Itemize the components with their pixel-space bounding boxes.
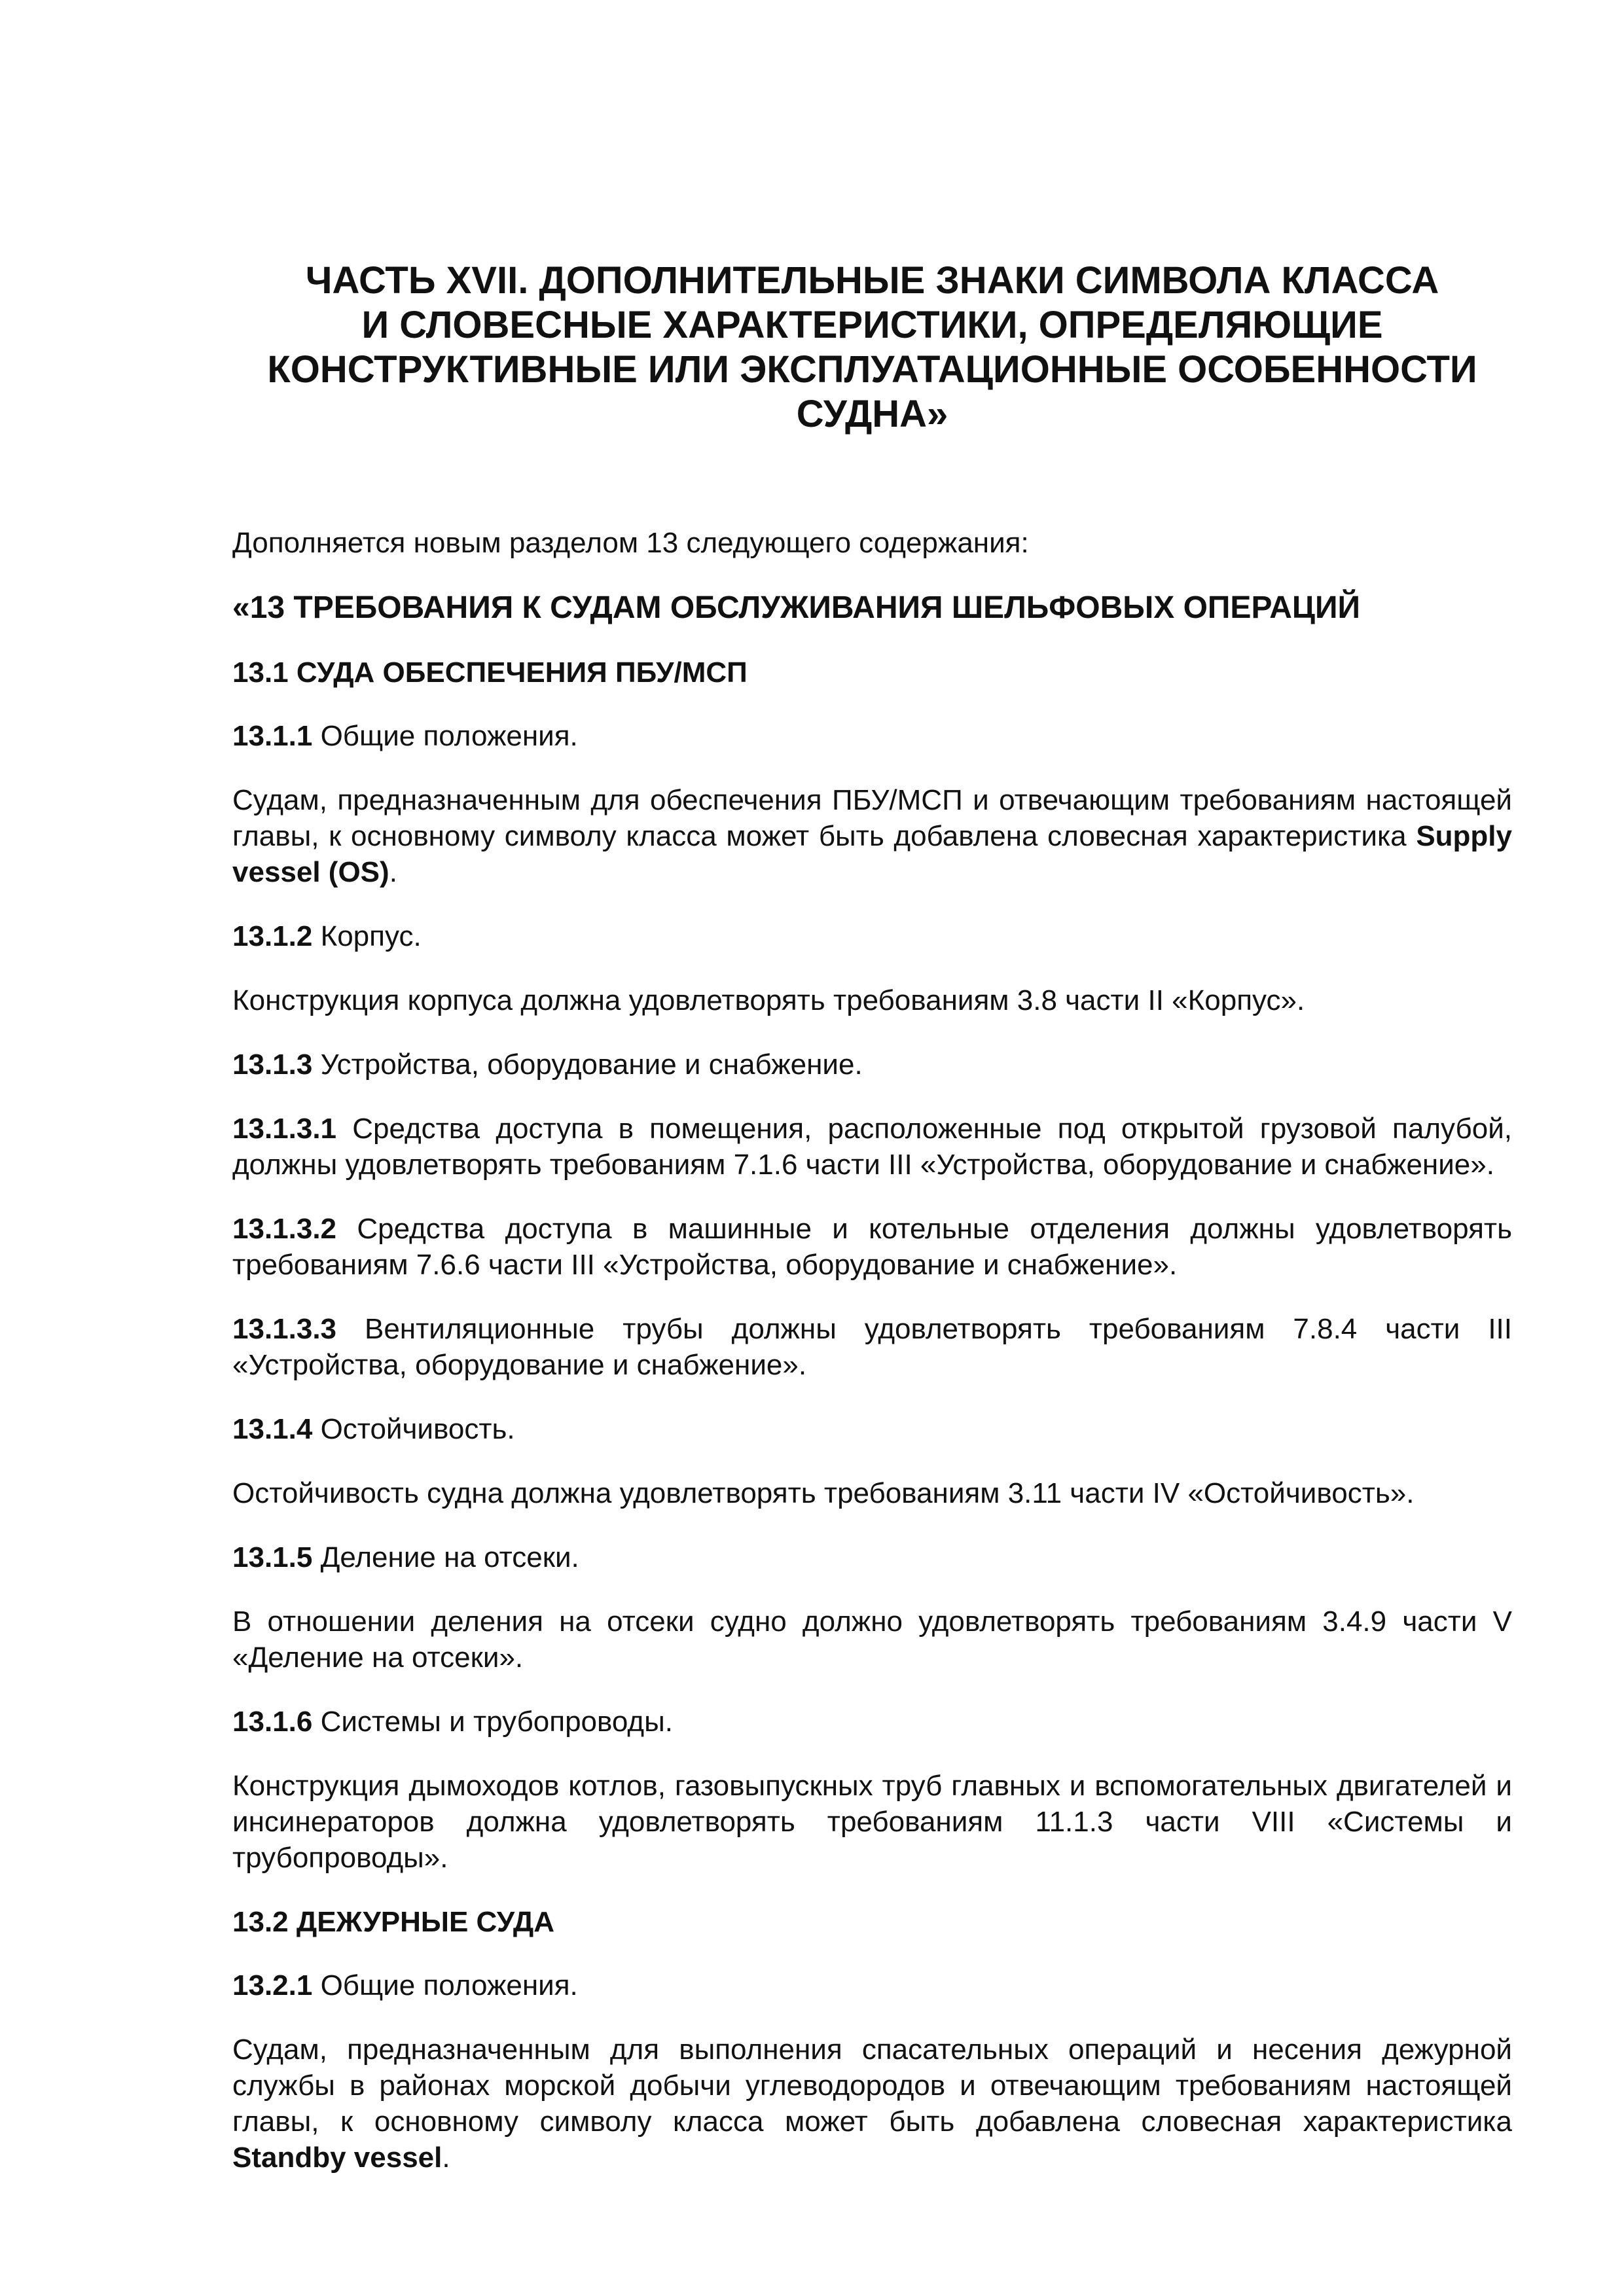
- section-13-heading: «13 ТРЕБОВАНИЯ К СУДАМ ОБСЛУЖИВАНИЯ ШЕЛЬФОВЫХ ОПЕРАЦИЙ: [232, 590, 1360, 625]
- part-title: [232, 259, 1512, 437]
- clause-number: 13.1.3.2: [232, 1213, 337, 1245]
- clause-13-1-3-1: [232, 1111, 1512, 1183]
- clause-number: 13.2.1: [232, 1969, 313, 2001]
- part-title-line-4: СУДНА»: [796, 393, 948, 435]
- part-title-line-1: ЧАСТЬ XVII. ДОПОЛНИТЕЛЬНЫЕ ЗНАКИ СИМВОЛА КЛАССА: [305, 259, 1439, 302]
- clause-number: 13.1.3.1: [232, 1113, 337, 1145]
- clause-title: Устройства, оборудование и снабжение.: [312, 1049, 863, 1081]
- clause-13-1-4-body: Остойчивость судна должна удовлетворять требованиям 3.11 части IV «Остойчивость».: [232, 1477, 1415, 1509]
- clause-title: Общие положения.: [312, 1969, 578, 2001]
- body-text: Судам, предназначенным для выполнения спасательных операций и несения дежурной службы в районах морской добычи углеводородов и отвечающим требованиям настоящей главы, к основному символу класса может быть добавлена словесная характеристика: [232, 2034, 1512, 2138]
- clause-13-1-1: [232, 718, 1512, 754]
- clause-13-2-1-body: [232, 2032, 1512, 2176]
- clause-13-1-3-3: [232, 1311, 1512, 1383]
- clause-13-1-5: [232, 1539, 1512, 1575]
- clause-13-1-3: [232, 1047, 1512, 1083]
- body-text-end: .: [389, 856, 397, 888]
- clause-title: Деление на отсеки.: [312, 1541, 579, 1573]
- clause-title: Корпус.: [312, 920, 422, 952]
- clause-text: Средства доступа в машинные и котельные отделения должны удовлетворять требованиям 7.6.6 части III «Устройства, оборудование и снабжение».: [232, 1213, 1512, 1281]
- clause-title: Остойчивость.: [312, 1413, 515, 1445]
- clause-number: 13.1.3: [232, 1049, 313, 1081]
- clause-13-1-6-body: Конструкция дымоходов котлов, газовыпускных труб главных и вспомогательных двигателей и инсинераторов должна удовлетворять требованиям 11.1.3 части VIII «Системы и трубопроводы».: [232, 1770, 1512, 1874]
- body-text-end: .: [442, 2142, 450, 2174]
- clause-13-1-6: [232, 1704, 1512, 1740]
- section-13-2-heading: 13.2 ДЕЖУРНЫЕ СУДА: [232, 1906, 555, 1938]
- part-title-line-2: И СЛОВЕСНЫЕ ХАРАКТЕРИСТИКИ, ОПРЕДЕЛЯЮЩИЕ: [361, 304, 1383, 346]
- intro-paragraph: Дополняется новым разделом 13 следующего содержания:: [232, 527, 1029, 559]
- clause-text: Вентиляционные трубы должны удовлетворять требованиям 7.8.4 части III «Устройства, оборудование и снабжение».: [232, 1313, 1512, 1381]
- class-notation-term: Standby vessel: [232, 2142, 442, 2174]
- class-notation-term: Supply vessel (OS): [232, 820, 1512, 888]
- clause-number: 13.1.5: [232, 1541, 313, 1573]
- clause-13-1-3-2: [232, 1211, 1512, 1283]
- clause-13-2-1: [232, 1967, 1512, 2003]
- clause-13-1-2-body: Конструкция корпуса должна удовлетворять требованиям 3.8 части II «Корпус».: [232, 984, 1305, 1016]
- clause-13-1-2: [232, 918, 1512, 954]
- clause-13-1-1-body: [232, 782, 1512, 890]
- clause-number: 13.1.3.3: [232, 1313, 337, 1345]
- clause-title: Общие положения.: [312, 720, 578, 752]
- clause-text: Средства доступа в помещения, расположенные под открытой грузовой палубой, должны удовлетворять требованиям 7.1.6 части III «Устройства, оборудование и снабжение».: [232, 1113, 1512, 1181]
- clause-number: 13.1.1: [232, 720, 313, 752]
- clause-title: Системы и трубопроводы.: [312, 1706, 673, 1738]
- clause-number: 13.1.2: [232, 920, 313, 952]
- clause-13-1-4: [232, 1411, 1512, 1447]
- body-text: Судам, предназначенным для обеспечения ПБУ/МСП и отвечающим требованиям настоящей главы, к основному символу класса может быть добавлена словесная характеристика: [232, 784, 1512, 852]
- clause-number: 13.1.4: [232, 1413, 313, 1445]
- part-title-line-3: КОНСТРУКТИВНЫЕ ИЛИ ЭКСПЛУАТАЦИОННЫЕ ОСОБЕННОСТИ: [267, 348, 1477, 391]
- document-page: [232, 259, 1512, 2204]
- clause-13-1-5-body: В отношении деления на отсеки судно должно удовлетворять требованиям 3.4.9 части V «Деление на отсеки».: [232, 1605, 1512, 1674]
- section-13-1-heading: 13.1 СУДА ОБЕСПЕЧЕНИЯ ПБУ/МСП: [232, 656, 748, 689]
- clause-number: 13.1.6: [232, 1706, 313, 1738]
